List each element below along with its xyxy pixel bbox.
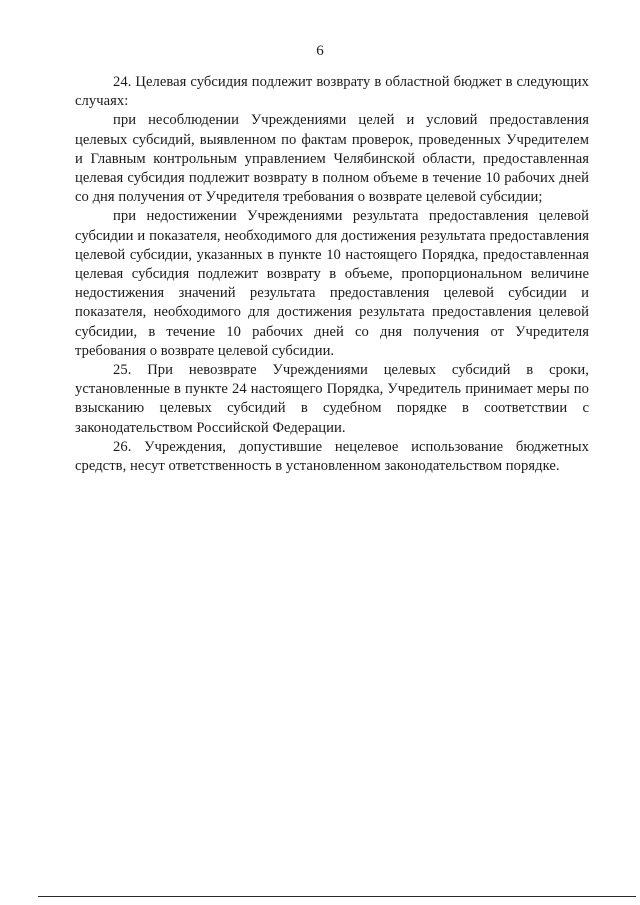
document-body [75, 73, 589, 476]
paragraph-26: 26. Учреждения, допустившие нецелевое использование бюджетных средств, несут ответственность в установленном законодательством порядке. [75, 438, 589, 475]
paragraph-25: 25. При невозврате Учреждениями целевых субсидий в сроки, установленные в пункте 24 настоящего Порядка, Учредитель принимает меры по взысканию целевых субсидий в судебном порядке в соответствии с законодательством Российской Федерации. [75, 362, 589, 436]
paragraph-24-case-violation: при несоблюдении Учреждениями целей и условий предоставления целевых субсидий, выявленном по фактам проверок, проведенных Учредителем и Главным контрольным управлением Челябинской области, предоставленная целевая субсидия подлежит возврату в полном объеме в течение 10 рабочих дней со дня получения от Учредителя требования о возврате целевой субсидии; [75, 112, 589, 206]
page-bottom-divider [38, 896, 636, 897]
paragraph-24-case-nonachievement: при недостижении Учреждениями результата предоставления целевой субсидии и показателя, необходимого для достижения результата предоставления целевой субсидии, указанных в пункте 10 настоящего Порядка, предоставленная целевая субсидия подлежит возврату в объеме, пропорциональном величине недостижения значений результата предоставления целевой субсидии и показателя, необходимого для достижения результата предоставления целевой субсидии, в течение 10 рабочих дней со дня получения от Учредителя требования о возврате целевой субсидии. [75, 208, 589, 359]
paragraph-24-intro: 24. Целевая субсидия подлежит возврату в областной бюджет в следующих случаях: [75, 74, 589, 110]
page-number: 6 [316, 43, 324, 59]
